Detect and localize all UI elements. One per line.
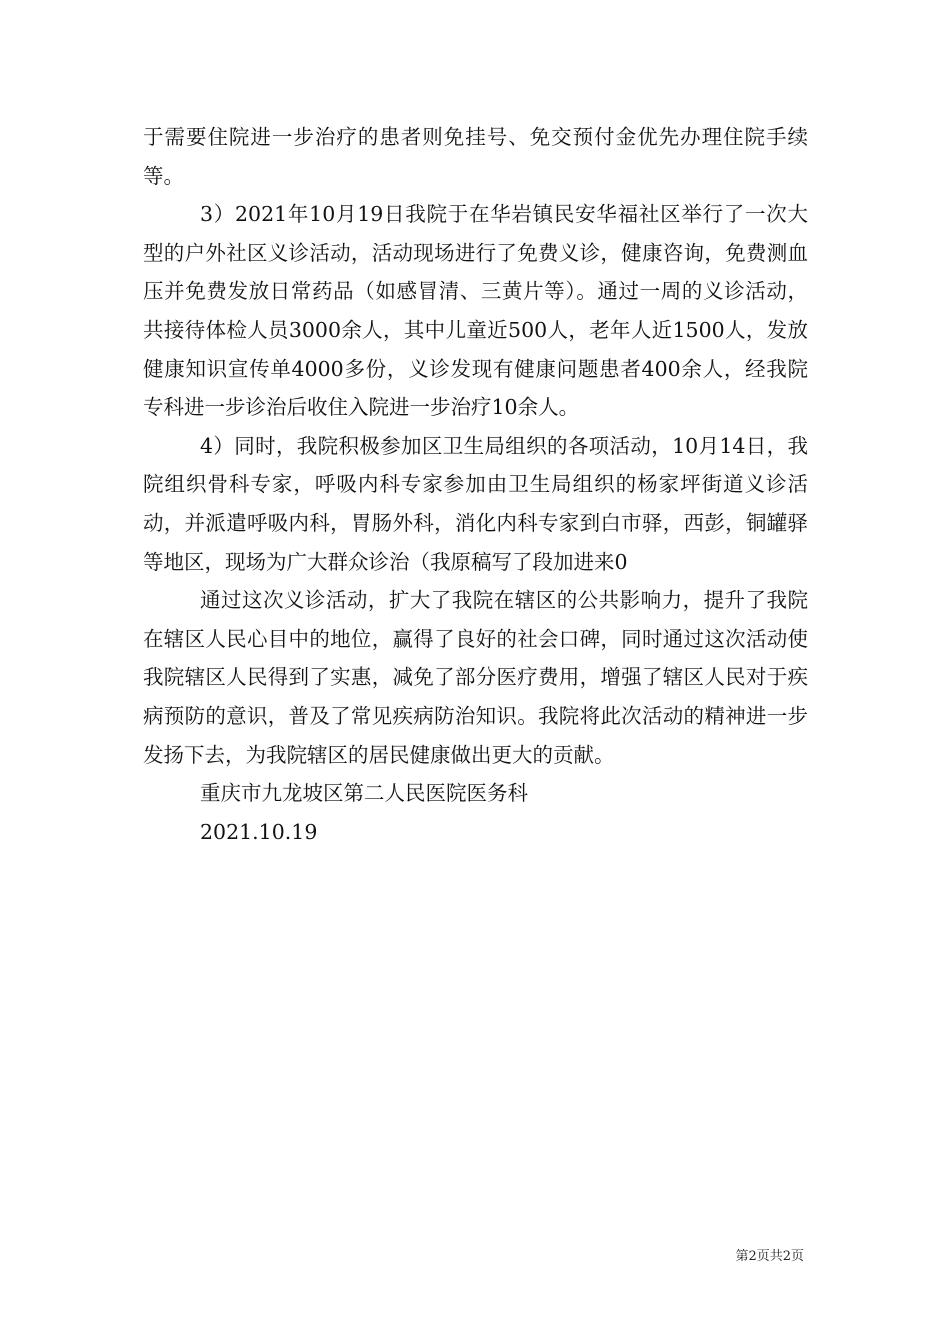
page-number-footer: 第2页共2页 bbox=[735, 1249, 804, 1264]
paragraph-item-3: 3）2021年10月19日我院于在华岩镇民安华福社区举行了一次大型的户外社区义诊活动，活动现场进行了免费义诊，健康咨询，免费测血压并免费发放日常药品（如感冒清、三黄片等）。通过一周的义诊活动，共接待体检人员3000余人，其中儿童近500人，老年人近1500人，发放健康知识宣传单4000多份，义诊发现有健康问题患者400余人，经我院专科进一步诊治后收住入院进一步治疗10余人。 bbox=[143, 202, 808, 420]
paragraph-continuation: 于需要住院进一步治疗的患者则免挂号、免交预付金优先办理住院手续等。 bbox=[143, 125, 808, 188]
document-body bbox=[143, 118, 808, 851]
paragraph-item-4: 4）同时，我院积极参加区卫生局组织的各项活动，10月14日，我院组织骨科专家，呼吸内科专家参加由卫生局组织的杨家坪街道义诊活动，并派遣呼吸内科，胃肠外科，消化内科专家到白市驿，西彭，铜罐驿等地区，现场为广大群众诊治（我原稿写了段加进来0 bbox=[143, 433, 808, 574]
paragraph-conclusion: 通过这次义诊活动，扩大了我院在辖区的公共影响力，提升了我院在辖区人民心目中的地位，赢得了良好的社会口碑，同时通过这次活动使我院辖区人民得到了实惠，减免了部分医疗费用，增强了辖区人民对于疾病预防的意识，普及了常见疾病防治知识。我院将此次活动的精神进一步发扬下去，为我院辖区的居民健康做出更大的贡献。 bbox=[143, 588, 808, 767]
signature-organization: 重庆市九龙坡区第二人民医院医务科 bbox=[200, 781, 528, 806]
signature-date: 2021.10.19 bbox=[200, 819, 318, 844]
